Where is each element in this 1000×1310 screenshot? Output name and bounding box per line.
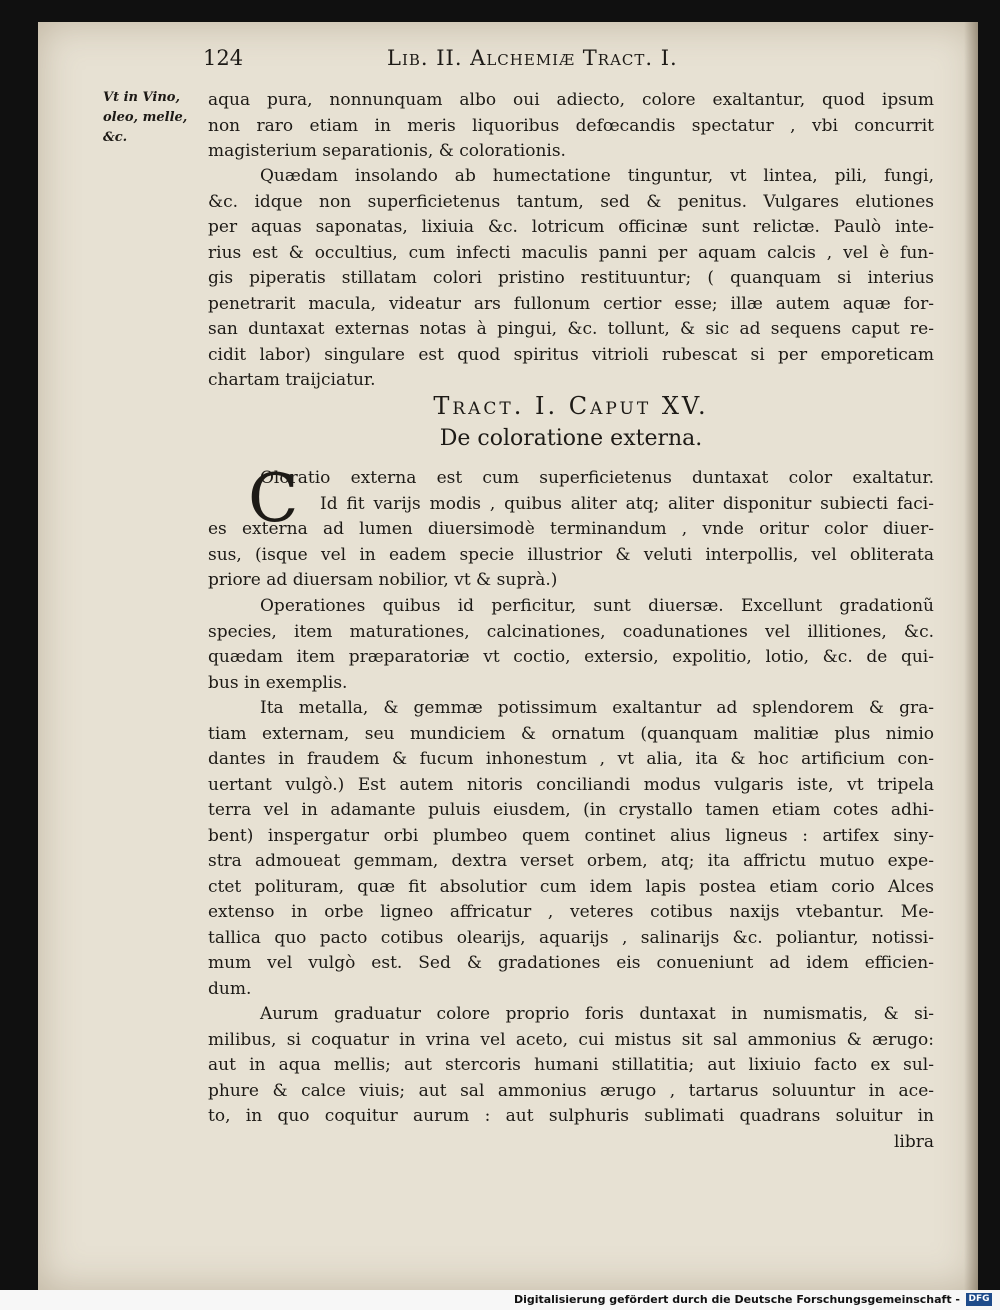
text-line: dantes in fraudem & fucum inhonestum , vt alia, ita & hoc artificium con- — [208, 749, 934, 769]
text-line: cidit labor) singulare est quod spiritus vitrioli rubescat si per emporeticam — [208, 344, 934, 365]
paragraph-6 — [208, 1002, 934, 1155]
text-line: extenso in orbe ligneo affricatur , veteres cotibus naxijs vtebantur. Me- — [208, 902, 934, 922]
text-line: rius est & occultius, cum infecti maculis panni per aquam calcis , vel è fun- — [208, 242, 934, 263]
margin-note-line: Vt in Vino, — [103, 90, 180, 105]
text-line: gis piperatis stillatam colori pristino restituuntur; ( quanquam si interius — [208, 268, 934, 288]
running-head: Lib. II. Alchemiæ Tract. I. — [387, 46, 678, 70]
text-line: Operationes quibus id perficitur, sunt diuersæ. Excellunt gradationũ — [260, 596, 934, 616]
text-line: per aquas saponatas, lixiuia &c. lotricum officinæ sunt relictæ. Paulò inte- — [208, 217, 934, 237]
paragraph-5 — [208, 696, 934, 1002]
text-line: terra vel in adamante puluis eiusdem, (in crystallo tamen etiam cotes adhi- — [208, 800, 934, 820]
text-line: non raro etiam in meris liquoribus defœcandis spectatur , vbi concurrit — [208, 115, 934, 136]
margin-note — [103, 88, 203, 148]
text-line: magisterium separationis, & colorationis. — [208, 141, 566, 161]
paragraph-top — [208, 88, 934, 165]
text-line: penetrarit macula, videatur ars fullonum certior esse; illæ autem aquæ for- — [208, 293, 934, 314]
text-line: Id fit varijs modis , quibus aliter atq; aliter disponitur subiecti faci- — [320, 493, 934, 514]
text-line: milibus, si coquatur in vrina vel aceto, cui mistus sit sal ammonius & ærugo: — [208, 1029, 934, 1050]
text-line: san duntaxat externas notas à pingui, &c. tollunt, & sic ad sequens caput re- — [208, 319, 934, 339]
page-edge-shadow — [964, 22, 978, 1290]
text-line: &c. idque non superficietenus tantum, sed & penitus. Vulgares elutiones — [208, 191, 934, 212]
text-line: to, in quo coquitur aurum : aut sulphuris sublimati quadrans soluitur in — [208, 1106, 934, 1126]
text-line: es externa ad lumen diuersimodè terminandum , vnde oritur color diuer- — [208, 519, 934, 539]
paragraph-3 — [208, 460, 934, 594]
text-line: phure & calce viuis; aut sal ammonius ærugo , tartarus soluuntur in ace- — [208, 1080, 934, 1101]
text-line: Aurum graduatur colore proprio foris duntaxat in numismatis, & si- — [260, 1004, 934, 1024]
text-line: bus in exemplis. — [208, 672, 348, 693]
catchword: libra — [893, 1131, 934, 1152]
text-line: species, item maturationes, calcinationes, coadunationes vel illitiones, &c. — [208, 621, 934, 642]
margin-note-line: oleo, melle, — [103, 110, 188, 125]
margin-note-line: &c. — [103, 130, 128, 145]
text-line: quædam item præparatoriæ vt coctio, extersio, expolitio, lotio, &c. de qui- — [208, 647, 934, 667]
text-line: mum vel vulgò est. Sed & gradationes eis conueniunt ad idem efficien- — [208, 953, 934, 973]
text-line: sus, (isque vel in eadem specie illustrior & veluti interpollis, vel obliterata — [208, 544, 934, 565]
text-line: priore ad diuersam nobilior, vt & suprà.) — [208, 570, 558, 590]
text-line: dum. — [208, 978, 252, 999]
text-line: tiam externam, seu mundiciem & ornatum (quanquam malitiæ plus nimio — [208, 723, 934, 744]
page-number: 124 — [203, 46, 244, 70]
chapter-subtitle: De coloratione externa. — [439, 426, 703, 451]
chapter-heading: Tract. I. Caput XV. — [433, 392, 709, 420]
text-line: chartam traijciatur. — [208, 370, 376, 390]
footer-bar — [0, 1290, 1000, 1310]
funding-notice: Digitalisierung gefördert durch die Deutsche Forschungsgemeinschaft - — [513, 1293, 960, 1306]
text-line: Quædam insolando ab humectatione tinguntur, vt lintea, pili, fungi, — [260, 166, 934, 186]
dfg-logo-icon: DFG — [966, 1293, 992, 1306]
page-header — [203, 46, 933, 80]
text-line: Oloratio externa est cum superficietenus duntaxat color exaltatur. — [260, 468, 934, 488]
text-line: Ita metalla, & gemmæ potissimum exaltantur ad splendorem & gra- — [260, 698, 934, 718]
paragraph-4 — [208, 594, 934, 696]
text-line: aqua pura, nonnunquam albo oui adiecto, colore exaltantur, quod ipsum — [208, 90, 934, 110]
text-line: ctet polituram, quæ fit absolutior cum idem lapis postea etiam corio Alces — [208, 876, 934, 897]
text-line: bent) inspergatur orbi plumbeo quem continet alius ligneus : artifex siny- — [208, 825, 934, 846]
drop-cap: C — [248, 460, 299, 537]
text-line: aut in aqua mellis; aut stercoris humani stillatitia; aut lixiuio facto ex sul- — [208, 1055, 934, 1075]
paragraph-2 — [208, 164, 934, 394]
text-line: uertant vulgò.) Est autem nitoris conciliandi modus vulgaris iste, vt tripela — [208, 774, 934, 795]
text-line: tallica quo pacto cotibus olearijs, aquarijs , salinarijs &c. poliantur, notissi- — [208, 927, 934, 948]
text-line: stra admoueat gemmam, dextra verset orbem, atq; ita affrictu mutuo expe- — [208, 851, 934, 871]
